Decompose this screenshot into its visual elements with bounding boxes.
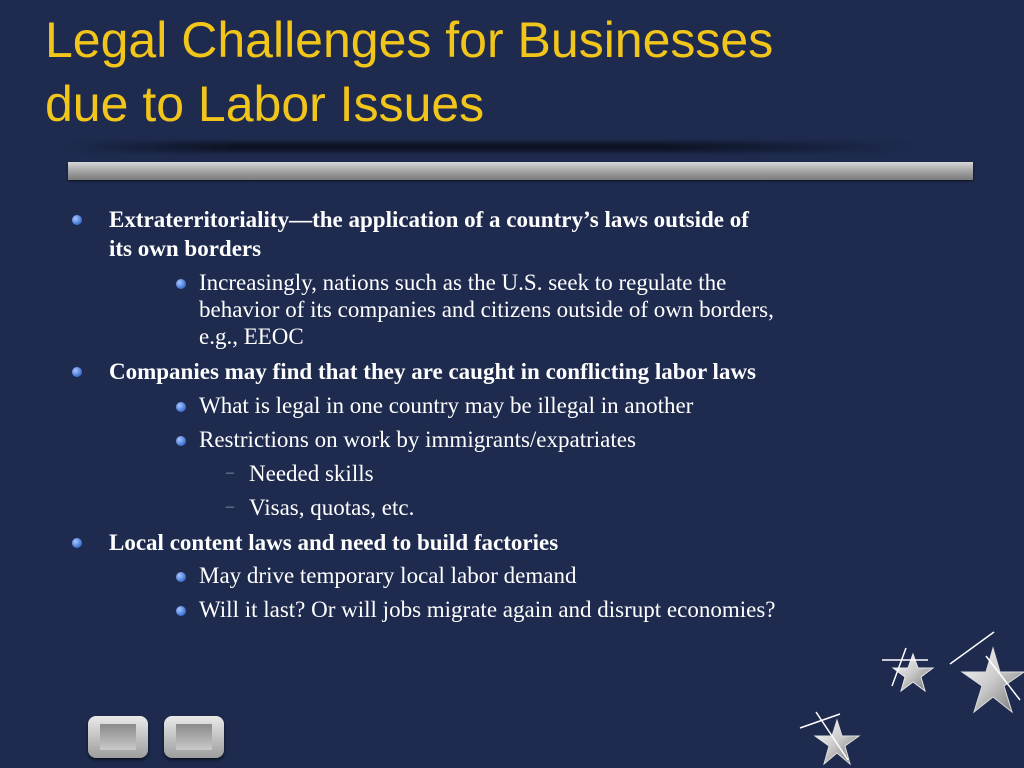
star-small-icon [882, 648, 933, 691]
bullet-dot [72, 367, 82, 377]
bullet-3-sub-1-line-1: May drive temporary local labor demand [199, 563, 577, 588]
bullet-3-sub-2-line-1: Will it last? Or will jobs migrate again and disrupt economies? [199, 597, 776, 622]
bullet-3-sub-2 [199, 596, 776, 623]
bullet-2 [109, 357, 756, 386]
sub-bullet-dot [176, 436, 186, 446]
bullet-2-sub-2-item-1-text: Needed skills [249, 461, 374, 486]
dash-marker: – [226, 498, 234, 515]
slide-title [45, 8, 1005, 136]
next-slide-button[interactable] [164, 716, 224, 758]
bullet-1-sub-1-line-2: behavior of its companies and citizens outside of own borders, [199, 297, 774, 322]
bullet-2-sub-1 [199, 392, 693, 419]
bullet-1-sub-1-line-1: Increasingly, nations such as the U.S. seek to regulate the [199, 270, 727, 295]
bullet-2-sub-2-item-1 [249, 460, 374, 487]
sub-bullet-dot [176, 606, 186, 616]
sub-bullet-dot [176, 402, 186, 412]
bullet-1-line-1: Extraterritoriality—the application of a country’s laws outside of [109, 207, 749, 232]
star-bottom-icon [800, 712, 859, 764]
title-shadow [65, 142, 915, 152]
bullet-2-sub-2-line-1: Restrictions on work by immigrants/expatriates [199, 427, 636, 452]
bullet-2-sub-1-line-1: What is legal in one country may be illegal in another [199, 393, 694, 418]
bullet-1-sub-1-line-3: e.g., EEOC [199, 324, 304, 349]
stars-icon [780, 620, 1024, 768]
title-line-1: Legal Challenges for Businesses [45, 12, 774, 68]
dash-marker: – [226, 464, 234, 481]
bullet-2-sub-2-item-2 [249, 494, 414, 521]
next-slide-icon [176, 724, 212, 750]
title-line-2: due to Labor Issues [45, 76, 485, 132]
bullet-dot [72, 538, 82, 548]
title-divider [68, 162, 973, 180]
bullet-2-line-1: Companies may find that they are caught in conflicting labor laws [109, 359, 757, 384]
bullet-2-sub-2 [199, 426, 636, 453]
slide-navigation [88, 716, 226, 758]
bullet-1-line-2: its own borders [109, 236, 262, 261]
sub-bullet-dot [176, 572, 186, 582]
bullet-1-sub-1 [199, 269, 774, 350]
bullet-3-line-1: Local content laws and need to build factories [109, 530, 559, 555]
sub-bullet-dot [176, 279, 186, 289]
bullet-dot [72, 215, 82, 225]
bullet-3-sub-1 [199, 562, 576, 589]
bullet-1 [109, 205, 749, 263]
bullet-2-sub-2-item-2-text: Visas, quotas, etc. [249, 495, 415, 520]
previous-slide-button[interactable] [88, 716, 148, 758]
bullet-3 [109, 528, 558, 557]
star-large-icon [950, 632, 1024, 712]
previous-slide-icon [100, 724, 136, 750]
